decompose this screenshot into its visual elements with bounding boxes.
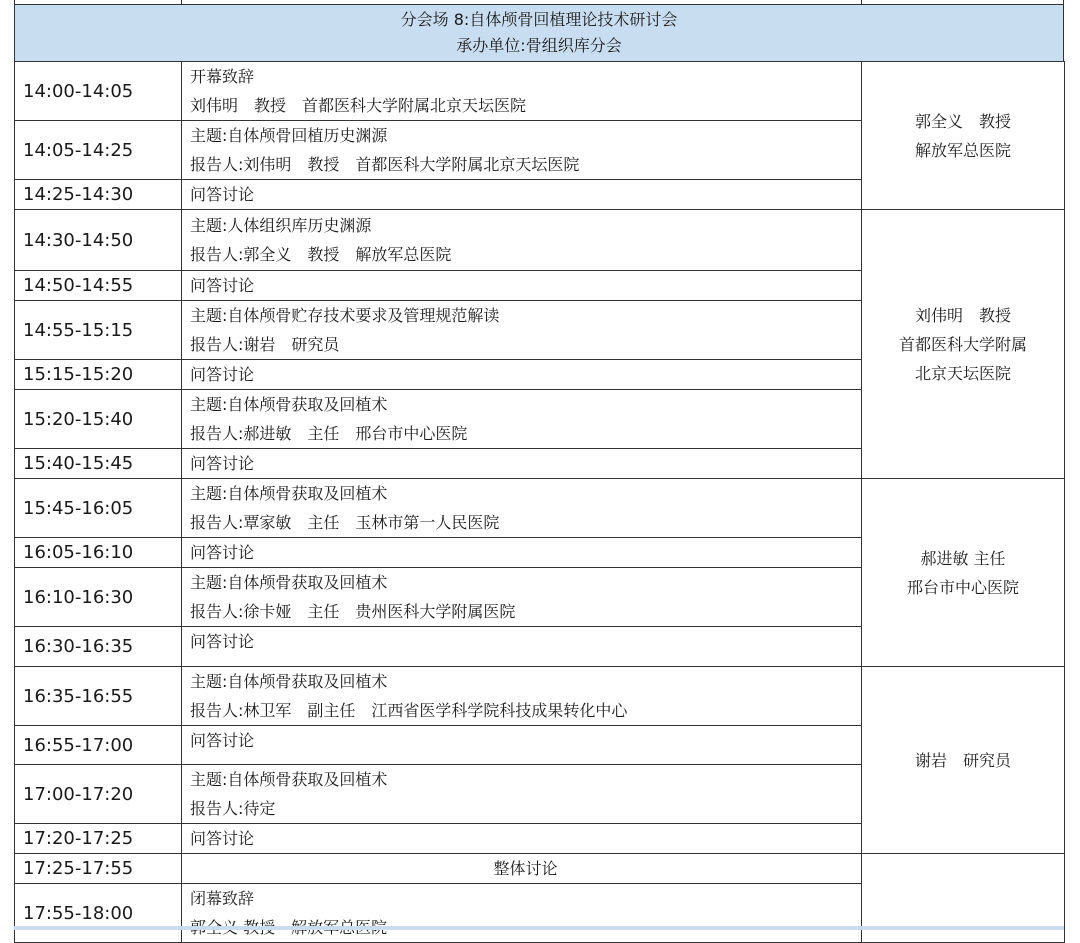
table-row (15, 210, 1065, 271)
chair-line: 北京天坛医院 (914, 363, 1011, 383)
content-line: 问答讨论 (190, 632, 255, 651)
content-line: 开幕致辞 (190, 67, 255, 86)
chair-cell (862, 667, 1065, 854)
content-cell (182, 121, 862, 180)
content-cell (182, 301, 862, 360)
content-line: 整体讨论 (493, 859, 558, 878)
chair-cell (862, 479, 1065, 667)
content-line: 问答讨论 (190, 731, 255, 750)
content-line: 主题:自体颅骨回植历史渊源 (190, 126, 388, 145)
time-cell: 14:50-14:55 (15, 271, 182, 301)
content-cell (182, 568, 862, 627)
chair-line: 郝进敏 主任 (920, 548, 1006, 568)
time-cell: 17:20-17:25 (15, 824, 182, 854)
content-cell (182, 62, 862, 121)
content-cell (182, 884, 862, 943)
content-cell (182, 210, 862, 271)
time-cell: 15:40-15:45 (15, 449, 182, 479)
time-cell: 14:25-14:30 (15, 180, 182, 210)
content-cell (182, 765, 862, 824)
content-cell (182, 479, 862, 538)
content-cell (182, 538, 862, 568)
chair-line: 刘伟明 教授 (914, 305, 1011, 325)
content-line: 主题:人体组织库历史渊源 (190, 216, 372, 235)
time-cell: 14:05-14:25 (15, 121, 182, 180)
time-cell: 15:20-15:40 (15, 390, 182, 449)
content-cell (182, 449, 862, 479)
content-line: 问答讨论 (190, 543, 255, 562)
content-line: 主题:自体颅骨获取及回植术 (190, 573, 388, 592)
content-line: 主题:自体颅骨获取及回植术 (190, 770, 388, 789)
time-cell: 16:05-16:10 (15, 538, 182, 568)
content-line: 问答讨论 (190, 276, 255, 295)
content-line: 问答讨论 (190, 185, 255, 204)
time-cell: 15:15-15:20 (15, 360, 182, 390)
content-cell (182, 667, 862, 726)
content-cell (182, 726, 862, 765)
content-line: 主题:自体颅骨获取及回植术 (190, 484, 388, 503)
chair-line: 谢岩 研究员 (914, 750, 1011, 770)
content-line: 主题:自体颅骨获取及回植术 (190, 672, 388, 691)
content-cell (182, 360, 862, 390)
session-title: 分会场 8:自体颅骨回植理论技术研讨会 (400, 10, 678, 29)
content-line: 问答讨论 (190, 365, 255, 384)
table-row (15, 479, 1065, 538)
content-line: 报告人:郭全义 教授 解放军总医院 (190, 245, 452, 264)
content-line: 报告人:徐卡娅 主任 贵州医科大学附属医院 (190, 602, 516, 621)
content-cell (182, 854, 862, 884)
content-line: 问答讨论 (190, 829, 255, 848)
time-cell: 17:00-17:20 (15, 765, 182, 824)
content-line: 报告人:刘伟明 教授 首都医科大学附属北京天坛医院 (190, 155, 580, 174)
table-row (15, 854, 1065, 884)
time-cell: 15:45-16:05 (15, 479, 182, 538)
content-line: 主题:自体颅骨获取及回植术 (190, 395, 388, 414)
time-cell: 14:00-14:05 (15, 62, 182, 121)
chair-line: 邢台市中心医院 (906, 577, 1019, 597)
table-row (15, 62, 1065, 121)
session-header (14, 4, 1064, 62)
time-cell: 16:55-17:00 (15, 726, 182, 765)
content-cell (182, 390, 862, 449)
time-cell: 14:55-15:15 (15, 301, 182, 360)
content-line: 问答讨论 (190, 454, 255, 473)
time-cell: 14:30-14:50 (15, 210, 182, 271)
content-line: 报告人:郝进敏 主任 邢台市中心医院 (190, 424, 468, 443)
time-cell: 16:10-16:30 (15, 568, 182, 627)
content-line: 报告人:待定 (190, 799, 276, 818)
session-host: 承办单位:骨组织库分会 (456, 36, 622, 55)
content-line: 报告人:谢岩 研究员 (190, 335, 340, 354)
content-line: 刘伟明 教授 首都医科大学附属北京天坛医院 (190, 96, 527, 115)
time-cell: 16:35-16:55 (15, 667, 182, 726)
chair-cell (862, 62, 1065, 210)
content-cell (182, 824, 862, 854)
content-line: 报告人:林卫军 副主任 江西省医学科学院科技成果转化中心 (190, 701, 628, 720)
content-cell (182, 627, 862, 667)
chair-line: 郭全义 教授 (914, 111, 1011, 131)
time-cell: 17:55-18:00 (15, 884, 182, 943)
program-sheet (14, 0, 1064, 930)
chair-line: 首都医科大学附属 (898, 334, 1027, 354)
content-line: 闭幕致辞 (190, 889, 255, 908)
content-cell (182, 180, 862, 210)
schedule-table (14, 61, 1065, 943)
content-line: 报告人:覃家敏 主任 玉林市第一人民医院 (190, 513, 500, 532)
table-row (15, 667, 1065, 726)
content-cell (182, 271, 862, 301)
chair-cell (862, 210, 1065, 479)
content-line: 主题:自体颅骨贮存技术要求及管理规范解读 (190, 306, 500, 325)
chair-line: 解放军总医院 (914, 140, 1011, 160)
next-table-edge (14, 926, 1064, 930)
time-cell: 16:30-16:35 (15, 627, 182, 667)
time-cell: 17:25-17:55 (15, 854, 182, 884)
